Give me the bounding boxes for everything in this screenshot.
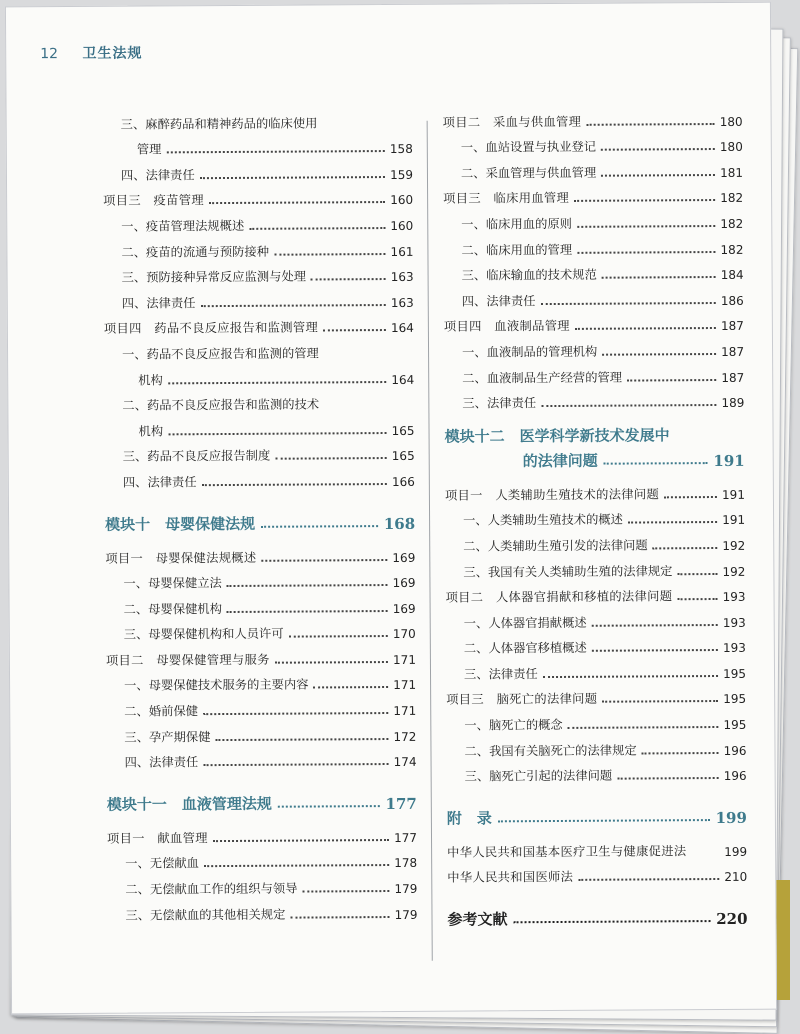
entry-title: 一、母婴保健技术服务的主要内容 [124,677,309,694]
toc-section-entry[interactable] [105,438,415,465]
page-ref: 192 [722,538,746,553]
entry-title: 三、法律责任 [462,396,537,411]
dot-leader [575,327,716,330]
toc-section-entry[interactable] [444,333,744,360]
entry-title: 二、人体器官移植概述 [463,641,587,656]
dot-leader [602,353,716,356]
entry-title: 二、人类辅助生殖引发的法律问题 [463,538,648,554]
entry-title: 四、法律责任 [461,293,536,309]
entry-title: 三、麻醉药品和精神药品的临床使用 [120,116,318,132]
dot-leader [215,738,388,741]
toc-section-entry[interactable] [106,590,416,617]
toc-section-entry[interactable] [105,564,415,591]
page-ref: 196 [723,769,747,784]
toc-section-entry[interactable] [443,205,743,232]
page-ref: 158 [389,142,413,157]
toc-module-heading[interactable] [447,894,747,930]
entry-title: 项目三 脑死亡的法律问题 [446,692,598,708]
entry-title: 一、血液制品的管理机构 [462,344,598,360]
module-title: 附 录 [446,809,492,828]
dot-leader [578,878,719,881]
dot-leader [201,304,386,307]
toc-section-entry[interactable] [446,732,746,759]
dot-leader [289,635,388,638]
page-ref: 196 [723,743,747,758]
toc-module-heading[interactable] [447,793,747,829]
dot-leader [617,777,719,780]
entry-title: 项目二 人体器官捐献和移植的法律问题 [445,589,673,605]
dot-leader [275,457,387,460]
page-ref: 195 [723,717,747,733]
toc-section-entry[interactable] [103,233,413,260]
page-ref: 174 [393,755,417,770]
entry-title: 二、临床用血的管理 [461,242,573,258]
module-title: 模块十 母婴保健法规 [105,514,256,534]
toc-project-entry[interactable] [443,180,743,207]
page-ref: 160 [390,218,414,233]
entry-title: 二、无偿献血工作的组织与领导 [125,881,298,897]
page-ref: 160 [390,193,414,208]
page-ref: 178 [394,856,418,871]
toc-section-entry[interactable] [445,553,745,580]
toc-project-entry[interactable] [447,859,747,886]
dot-leader [311,278,386,280]
running-header [40,43,142,64]
page-ref: 164 [390,321,414,336]
page-ref: 187 [721,370,745,385]
entry-title: 三、孕产期保健 [124,729,211,745]
toc-section-entry[interactable] [107,870,417,897]
module-title-line2: 的法律问题 [522,451,598,471]
dot-leader [601,174,715,177]
toc-project-entry[interactable] [443,103,743,130]
toc-section-entry[interactable] [106,616,416,643]
entry-title: 一、血站设置与执业登记 [460,139,597,155]
toc-project-entry[interactable] [106,641,416,668]
page-ref: 161 [390,244,414,259]
dot-leader [261,559,387,562]
toc-section-entry[interactable] [103,258,413,285]
entry-title: 三、脑死亡引起的法律问题 [464,768,613,784]
page-ref: 191 [713,451,745,471]
page-ref: 199 [715,809,747,828]
dot-leader [592,624,718,627]
page-number: 12 [40,46,59,63]
toc-project-entry[interactable] [104,310,414,337]
page-ref: 199 [724,844,748,859]
toc-section-entry[interactable] [444,359,744,386]
dot-leader [498,819,710,822]
dot-leader [541,404,716,407]
page-ref: 195 [723,666,747,681]
dot-leader [601,148,715,151]
dot-leader [514,920,711,923]
dot-leader [677,573,717,575]
entry-title: 二、药品不良反应报告和监测的技术 [122,397,320,413]
toc-page [5,2,777,1015]
toc-section-entry[interactable] [103,207,413,234]
dot-leader [227,610,388,613]
page-ref: 187 [721,344,745,359]
dot-leader [627,379,716,382]
entry-title: 四、法律责任 [120,167,195,183]
entry-title: 一、无偿献血 [125,856,200,872]
toc-section-entry[interactable] [104,386,414,413]
entry-title: 三、药品不良反应报告制度 [122,449,271,464]
entry-title: 二、母婴保健机构 [123,601,223,617]
entry-title: 中华人民共和国医师法 [447,870,574,886]
toc-section-entry[interactable] [104,284,414,311]
dot-leader [543,675,718,678]
toc-project-entry[interactable] [447,833,747,860]
entry-title: 项目二 母婴保健管理与服务 [105,652,270,668]
page-ref: 193 [722,641,746,656]
dot-leader [324,357,409,358]
page-ref: 182 [720,216,744,231]
page-ref: 180 [719,140,743,155]
entry-title: 一、母婴保健立法 [123,576,222,591]
book-title: 卫生法规 [82,45,143,62]
toc-right-column [443,103,748,936]
page-ref: 169 [392,550,416,565]
toc-section-entry[interactable] [104,412,414,439]
entry-title: 项目三 临床用血管理 [443,191,570,207]
page-ref: 159 [390,167,414,182]
page-ref: 177 [385,795,417,814]
page-ref: 184 [720,267,744,283]
toc-section-entry[interactable] [443,256,743,283]
toc-left-column [103,105,418,924]
toc-section-entry[interactable] [107,845,417,872]
toc-section-entry[interactable] [103,130,413,157]
dot-leader [322,126,407,127]
dot-leader [314,686,389,688]
page-ref: 182 [720,191,744,206]
toc-section-entry[interactable] [105,463,415,490]
toc-section-entry[interactable] [106,667,416,694]
toc-project-entry[interactable] [444,308,744,335]
dot-leader [209,201,385,204]
toc-section-entry[interactable] [443,231,743,258]
entry-title: 项目四 血液制品管理 [443,319,570,335]
page-ref: 191 [722,513,746,528]
toc-section-entry[interactable] [445,527,745,554]
dot-leader [303,890,390,893]
page-ref: 171 [393,678,417,693]
entry-title: 三、母婴保健机构和人员许可 [123,626,284,642]
toc-section-entry[interactable] [107,896,417,923]
toc-section-entry[interactable] [444,384,744,411]
page-ref: 193 [722,615,746,630]
toc-project-entry[interactable] [445,578,745,605]
toc-project-entry[interactable] [103,182,413,209]
dot-leader [274,253,386,256]
column-divider [427,121,433,961]
page-ref: 193 [722,589,746,605]
dot-leader [249,227,385,230]
dot-leader [168,432,386,435]
entry-title: 项目三 疫苗管理 [103,193,204,209]
page-ref: 171 [393,703,417,719]
dot-leader [213,839,389,842]
dot-leader [577,251,715,254]
dot-leader [592,649,718,652]
page-ref: 186 [720,293,744,308]
dot-leader [677,598,717,600]
entry-title: 三、无偿献血的其他相关规定 [125,907,286,923]
toc-section-entry[interactable] [443,128,743,155]
entry-title: 三、预防接种异常反应监测与处理 [121,269,307,285]
entry-title: 项目一 人类辅助生殖技术的法律问题 [444,487,660,503]
toc-section-entry[interactable] [104,361,414,388]
entry-title: 二、我国有关脑死亡的法律规定 [464,743,637,759]
page-ref: 169 [392,601,416,616]
dot-leader [577,225,715,228]
page-ref: 166 [391,474,415,489]
toc-section-entry[interactable] [446,706,746,733]
entry-title: 三、法律责任 [463,666,538,682]
page-ref: 168 [383,514,416,533]
dot-leader [602,276,716,279]
entry-title: 一、脑死亡的概念 [464,718,563,733]
dot-leader [653,547,718,549]
dot-leader [168,381,386,384]
entry-title: 中华人民共和国基本医疗卫生与健康促进法 [447,844,687,860]
dot-leader [227,584,388,587]
entry-title: 项目四 药品不良反应报告和监测管理 [103,320,319,337]
dot-leader [261,525,378,528]
toc-section-entry[interactable] [444,282,744,309]
dot-leader [203,763,388,766]
dot-leader [541,302,716,305]
dot-leader [324,408,409,409]
dot-leader [642,752,719,754]
toc-module-heading[interactable] [107,779,417,815]
entry-title: 三、临床输血的技术规范 [461,267,597,283]
page-ref: 163 [390,270,414,285]
page-ref: 163 [390,295,414,310]
dot-leader [574,199,715,202]
page-ref: 180 [719,114,743,129]
entry-title: 四、法律责任 [121,295,196,311]
dot-leader [278,805,380,808]
module-title: 模块十二 医学科学新技术发展中 [444,426,670,446]
entry-title: 机构 [138,372,163,388]
entry-title: 二、婚前保健 [124,704,199,719]
entry-title: 二、疫苗的流通与预防接种 [121,244,270,260]
toc-section-entry[interactable] [103,105,413,132]
page-ref: 195 [723,692,747,707]
toc-section-entry[interactable] [106,718,416,745]
page-ref: 177 [394,830,418,845]
toc-project-entry[interactable] [105,539,415,566]
page-ref: 165 [391,449,415,464]
toc-section-entry[interactable] [445,502,745,529]
toc-section-entry[interactable] [443,154,743,181]
dot-leader [166,150,384,153]
entry-title: 一、临床用血的原则 [461,216,572,232]
toc-section-entry[interactable] [104,335,414,362]
entry-title: 项目一 母婴保健法规概述 [105,550,257,566]
dot-leader [275,661,388,664]
entry-title: 项目二 采血与供血管理 [442,114,582,130]
dot-leader [664,496,717,498]
toc-section-entry[interactable] [106,744,416,771]
module-title-cont [445,449,745,472]
page-ref: 220 [716,910,748,929]
page-ref: 192 [722,564,746,579]
module-title: 模块十一 血液管理法规 [106,794,272,814]
entry-title: 四、法律责任 [124,755,199,770]
toc-section-entry[interactable] [446,604,746,631]
dot-leader [204,864,389,867]
toc-section-entry[interactable] [447,757,747,784]
dot-leader [203,712,388,715]
page-ref: 179 [394,881,418,897]
dot-leader [586,123,715,126]
entry-title: 四、法律责任 [122,475,197,490]
entry-title: 一、药品不良反应报告和监测的管理 [122,346,319,362]
dot-leader [202,483,387,486]
page-ref: 179 [394,907,418,922]
entry-title: 管理 [136,142,162,157]
dot-leader [290,916,389,919]
dot-leader [568,726,719,729]
toc-project-entry[interactable] [446,681,746,708]
page-ref: 170 [392,627,416,642]
entry-title: 一、人体器官捐献概述 [463,615,587,631]
page-ref: 210 [724,870,748,885]
entry-title: 机构 [138,424,164,439]
page-ref: 171 [392,652,416,667]
page-ref: 191 [721,487,745,502]
toc-section-entry[interactable] [103,156,413,183]
toc-module-heading[interactable] [105,499,415,535]
module-title: 参考文献 [447,910,508,930]
entry-title: 一、人类辅助生殖技术的概述 [463,512,623,528]
toc-project-entry[interactable] [107,819,417,846]
page-ref: 164 [391,372,415,387]
toc-section-entry[interactable] [446,630,746,657]
entry-title: 三、我国有关人类辅助生殖的法律规定 [463,563,673,580]
dot-leader [602,700,718,703]
cover-edge-gold [776,880,790,1000]
toc-section-entry[interactable] [446,655,746,682]
dot-leader [628,521,717,524]
dot-leader [604,462,708,465]
page-ref: 182 [720,242,744,257]
page-ref: 165 [391,423,415,438]
entry-title: 二、采血管理与供血管理 [460,165,597,181]
page-ref: 181 [720,165,744,180]
page-ref: 189 [721,395,745,411]
toc-section-entry[interactable] [106,692,416,719]
page-ref: 187 [720,319,744,334]
page-ref: 172 [393,729,417,744]
toc-project-entry[interactable] [445,476,745,503]
page-ref: 169 [392,575,416,591]
dot-leader [323,329,386,331]
entry-title: 一、疫苗管理法规概述 [121,218,245,234]
entry-title: 项目一 献血管理 [106,830,208,846]
toc-module-heading[interactable] [444,424,744,472]
dot-leader [200,176,385,179]
entry-title: 二、血液制品生产经营的管理 [462,370,623,386]
